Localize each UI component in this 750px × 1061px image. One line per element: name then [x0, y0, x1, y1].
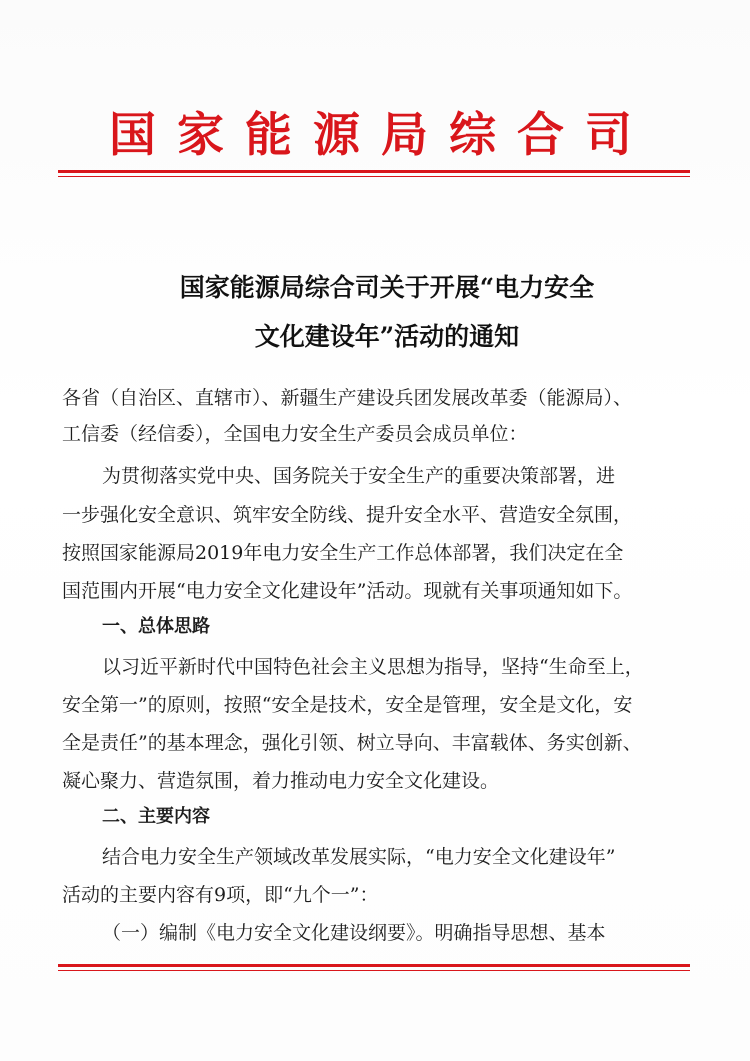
- intro-line: 按照国家能源局2019年电力安全生产工作总体部署，我们决定在全: [62, 542, 624, 564]
- section2-line: 结合电力安全生产领域改革发展实际，“电力安全文化建设年”: [102, 846, 616, 868]
- section1-line: 全是责任”的基本理念，强化引领、树立导向、丰富载体、务实创新、: [62, 732, 642, 754]
- letterhead-bottom-rule: [58, 964, 690, 971]
- intro-line: 为贯彻落实党中央、国务院关于安全生产的重要决策部署，进: [102, 465, 616, 487]
- document-title-line-1: 国家能源局综合司关于开展“电力安全: [179, 273, 595, 302]
- org-letterhead-title: 国家能源局综合司: [109, 108, 653, 163]
- intro-line: 国范围内开展“电力安全文化建设年”活动。现就有关事项通知如下。: [62, 580, 633, 602]
- section-heading-overall-approach: 一、总体思路: [102, 616, 210, 637]
- letterhead-top-rule: [58, 170, 690, 177]
- section1-line: 安全第一”的原则，按照“安全是技术，安全是管理，安全是文化，安: [62, 694, 633, 716]
- section2-line: （一）编制《电力安全文化建设纲要》。明确指导思想、基本: [102, 922, 606, 944]
- section1-line: 以习近平新时代中国特色社会主义思想为指导，坚持“生命至上，: [102, 656, 644, 678]
- section1-line: 凝心聚力、营造氛围，着力推动电力安全文化建设。: [62, 770, 500, 792]
- section2-line: 活动的主要内容有9项，即“九个一”：: [62, 884, 379, 906]
- intro-line: 一步强化安全意识、筑牢安全防线、提升安全水平、营造安全氛围，: [62, 504, 633, 526]
- addressee-line-2: 工信委（经信委），全国电力安全生产委员会成员单位：: [62, 423, 528, 445]
- section-heading-main-content: 二、主要内容: [102, 806, 210, 827]
- addressee-line-1: 各省（自治区、直辖市）、新疆生产建设兵团发展改革委（能源局）、: [62, 387, 633, 409]
- document-title-line-2: 文化建设年”活动的通知: [254, 322, 520, 351]
